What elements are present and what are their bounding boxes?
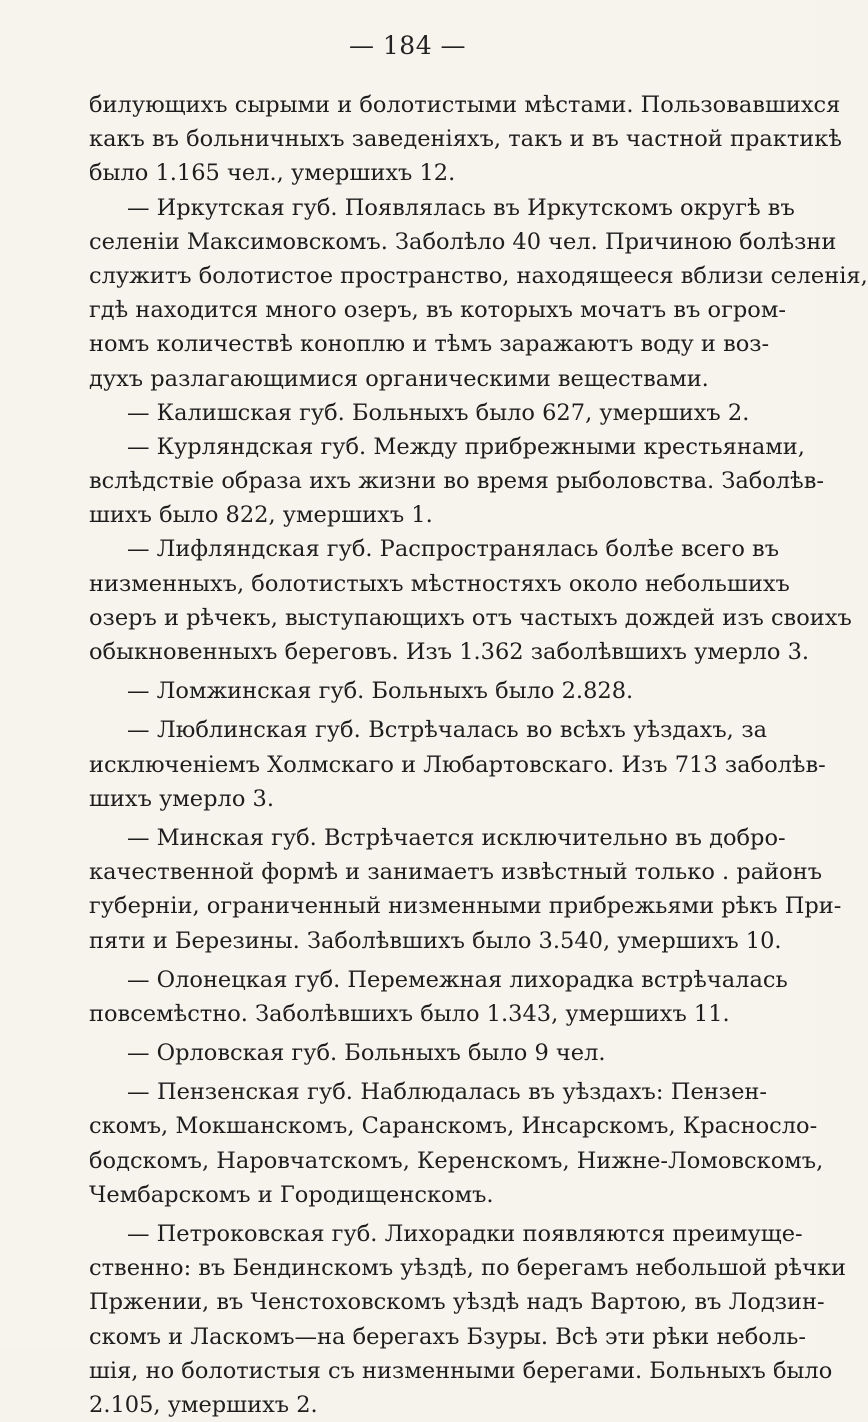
text-line: — Калишская губ. Больныхъ было 627, умершихъ 2. xyxy=(127,399,750,426)
text-line: губерніи, ограниченный низменными прибрежьями рѣкъ При- xyxy=(89,893,842,920)
text-line: какъ въ больничныхъ заведеніяхъ, такъ и въ частной практикѣ xyxy=(89,126,842,153)
text-line: вслѣдствіе образа ихъ жизни во время рыболовства. Заболѣв- xyxy=(89,468,824,495)
page-text xyxy=(89,88,868,1422)
text-line: ственно: въ Бендинскомъ уѣздѣ, по берегамъ небольшой рѣчки xyxy=(89,1255,847,1282)
text-line: — Минская губ. Встрѣчается исключительно въ добро- xyxy=(127,824,786,851)
text-line: — Лифляндская губ. Распространялась болѣе всего въ xyxy=(127,536,780,563)
text-line: Пржении, въ Ченстоховскомъ уѣздѣ надъ Вартою, въ Лодзин- xyxy=(89,1289,825,1316)
text-line: скомъ и Ласкомъ—на берегахъ Бзуры. Всѣ эти рѣки неболь- xyxy=(89,1323,806,1350)
text-line: было 1.165 чел., умершихъ 12. xyxy=(89,160,456,187)
text-line: — Олонецкая губ. Перемежная лихорадка встрѣчалась xyxy=(127,966,788,993)
text-line: номъ количествѣ коноплю и тѣмъ заражаютъ воду и воз- xyxy=(89,331,770,358)
text-line: — Ломжинская губ. Больныхъ было 2.828. xyxy=(127,678,634,705)
text-line: бодскомъ, Наровчатскомъ, Керенскомъ, Нижне-Ломовскомъ, xyxy=(89,1147,824,1174)
text-line: пяти и Березины. Заболѣвшихъ было 3.540, умершихъ 10. xyxy=(89,927,782,954)
text-line: качественной формѣ и занимаетъ извѣстный только . районъ xyxy=(89,859,823,886)
text-line: — Орловская губ. Больныхъ было 9 чел. xyxy=(127,1040,606,1067)
text-line: селеніи Максимовскомъ. Заболѣло 40 чел. Причиною болѣзни xyxy=(89,228,837,255)
text-line: — Курляндская губ. Между прибрежными крестьянами, xyxy=(127,433,805,460)
text-line: духъ разлагающимися органическими веществами. xyxy=(89,365,709,392)
text-line: исключеніемъ Холмскаго и Любартовскаго. Изъ 713 заболѣв- xyxy=(89,751,826,778)
page-number: — 184 — xyxy=(348,31,467,60)
text-line: служитъ болотистое пространство, находящееся вблизи селенія, xyxy=(89,262,868,289)
text-line: повсемѣстно. Заболѣвшихъ было 1.343, умершихъ 11. xyxy=(89,1000,730,1027)
text-line: — Иркутская губ. Появлялась въ Иркутскомъ округѣ въ xyxy=(127,194,795,221)
text-line: шія, но болотистыя съ низменными берегами. Больныхъ было xyxy=(89,1357,833,1384)
text-line: Чембарскомъ и Городищенскомъ. xyxy=(89,1181,494,1208)
text-line: гдѣ находится много озеръ, въ которыхъ мочатъ въ огром- xyxy=(89,297,786,324)
text-line: низменныхъ, болотистыхъ мѣстностяхъ около небольшихъ xyxy=(89,570,790,597)
text-line: озеръ и рѣчекъ, выступающихъ отъ частыхъ дождей изъ своихъ xyxy=(89,604,852,631)
text-line: 2.105, умершихъ 2. xyxy=(89,1391,318,1418)
text-line: шихъ было 822, умершихъ 1. xyxy=(89,502,433,529)
text-line: билующихъ сырыми и болотистыми мѣстами. Пользовавшихся xyxy=(89,92,841,118)
text-line: — Пензенская губ. Наблюдалась въ уѣздахъ: Пензен- xyxy=(127,1079,767,1106)
text-line: — Люблинская губ. Встрѣчалась во всѣхъ уѣздахъ, за xyxy=(127,717,767,744)
text-line: скомъ, Мокшанскомъ, Саранскомъ, Инсарскомъ, Краснослo- xyxy=(89,1113,818,1140)
text-line: — Петроковская губ. Лихорадки появляются преимуще- xyxy=(127,1221,803,1247)
text-line: шихъ умерло 3. xyxy=(89,785,274,812)
text-line: обыкновенныхъ береговъ. Изъ 1.362 заболѣвшихъ умерло 3. xyxy=(89,639,810,665)
